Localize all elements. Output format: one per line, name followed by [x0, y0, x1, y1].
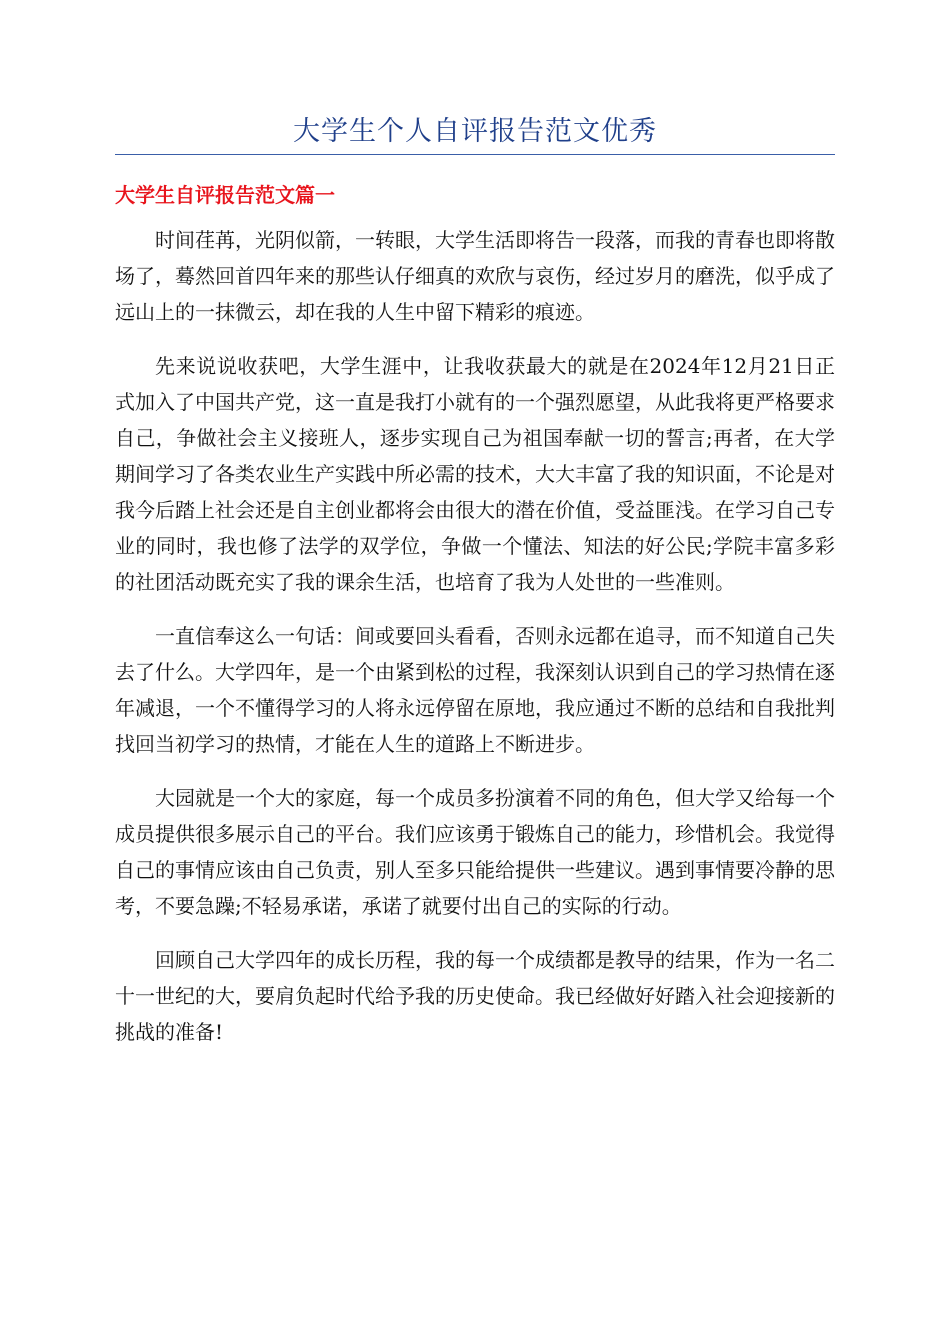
paragraph-2: 先来说说收获吧，大学生涯中，让我收获最大的就是在2024年12月21日正式加入了中国共产党，这一直是我打小就有的一个强烈愿望，从此我将更严格要求自己，争做社会主义接班人，逐步实现自己为祖国奉献一切的誓言;再者，在大学期间学习了各类农业生产实践中所必需的技术，大大丰富了我的知识面，不论是对我今后踏上社会还是自主创业都将会由很大的潜在价值，受益匪浅。在学习自己专业的同时，我也修了法学的双学位，争做一个懂法、知法的好公民;学院丰富多彩的社团活动既充实了我的课余生活，也培育了我为人处世的一些准则。 — [115, 354, 835, 594]
title-underline — [115, 154, 835, 155]
section-heading: 大学生自评报告范文篇一 — [115, 183, 335, 207]
paragraph-3: 一直信奉这么一句话：间或要回头看看，否则永远都在追寻，而不知道自己失去了什么。大学四年，是一个由紧到松的过程，我深刻认识到自己的学习热情在逐年减退，一个不懂得学习的人将永远停留在原地，我应通过不断的总结和自我批判找回当初学习的热情，才能在人生的道路上不断进步。 — [115, 624, 835, 756]
paragraph-5: 回顾自己大学四年的成长历程，我的每一个成绩都是教导的结果，作为一名二十一世纪的大，要肩负起时代给予我的历史使命。我已经做好好踏入社会迎接新的挑战的准备! — [115, 948, 835, 1044]
paragraph-4: 大园就是一个大的家庭，每一个成员多扮演着不同的角色，但大学又给每一个成员提供很多展示自己的平台。我们应该勇于锻炼自己的能力，珍惜机会。我觉得自己的事情应该由自己负责，别人至多只能给提供一些建议。遇到事情要冷静的思考，不要急躁;不轻易承诺，承诺了就要付出自己的实际的行动。 — [115, 786, 835, 918]
document-body — [115, 222, 835, 1068]
document-title: 大学生个人自评报告范文优秀 — [293, 116, 657, 147]
paragraph-1: 时间荏苒，光阴似箭，一转眼，大学生活即将告一段落，而我的青春也即将散场了，蓦然回首四年来的那些认仔细真的欢欣与哀伤，经过岁月的磨洗，似乎成了远山上的一抹微云，却在我的人生中留下精彩的痕迹。 — [115, 228, 835, 324]
